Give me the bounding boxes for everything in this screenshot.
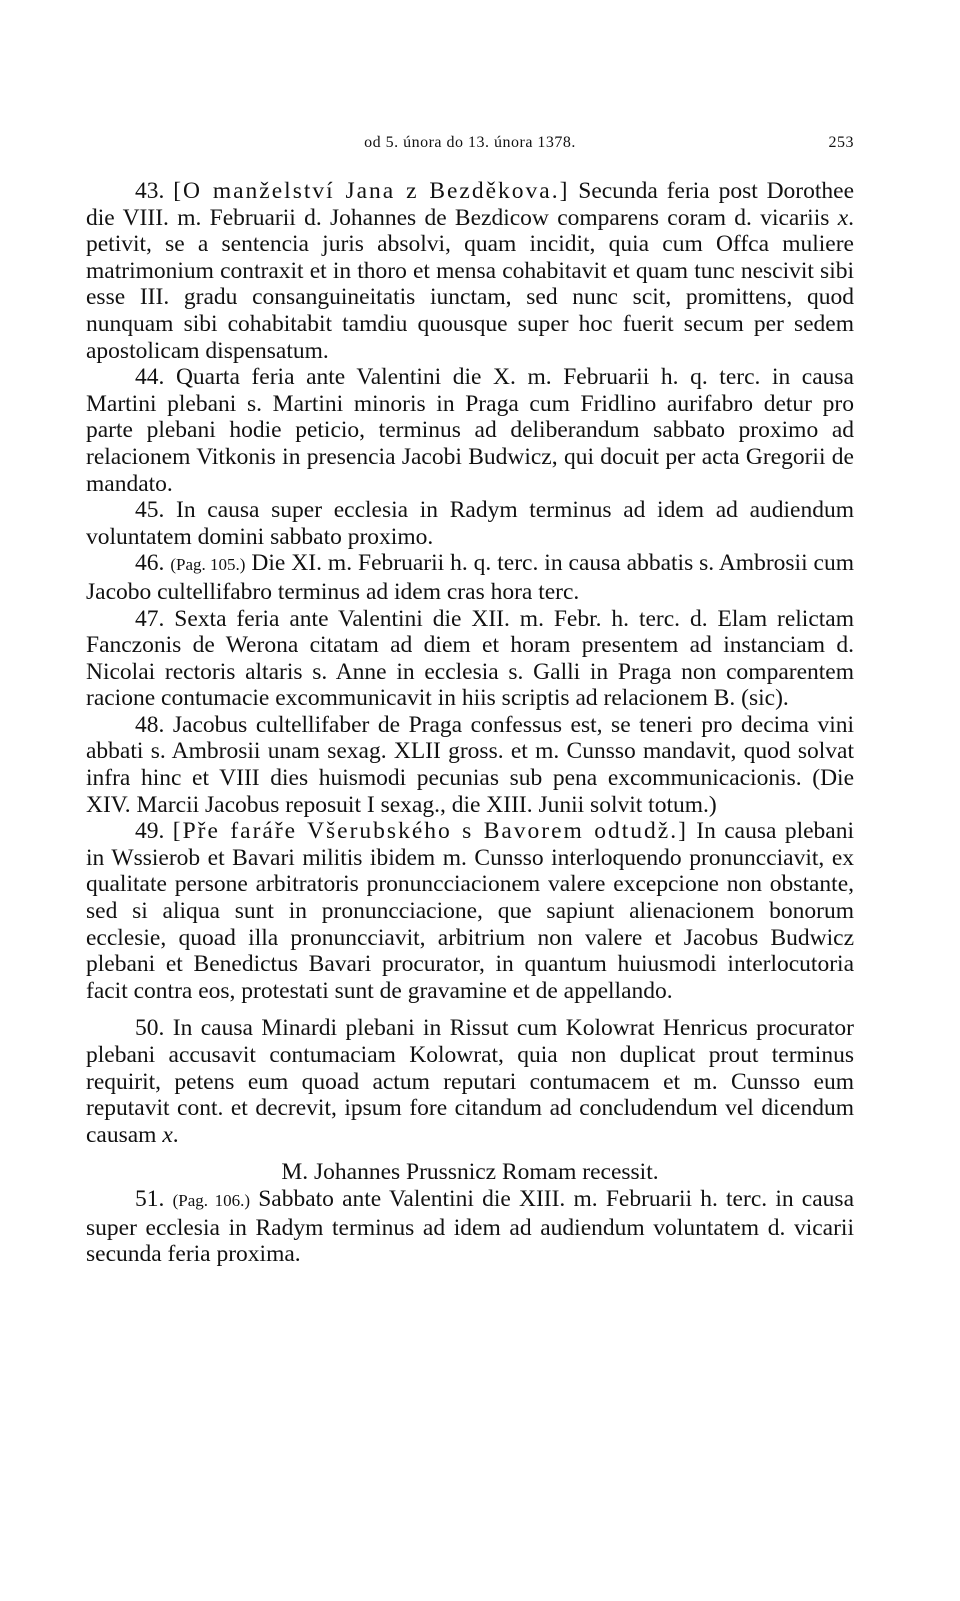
- entry-44: [86, 364, 854, 497]
- entry-45: [86, 497, 854, 550]
- running-title: od 5. února do 13. února 1378.: [364, 134, 576, 151]
- entry-text: Quarta feria ante Valentini die X. m. Februarii h. q. terc. in causa Martini plebani s. Martini minoris in Praga cum Fridlino aurifabro detur pro parte plebani hodie peticio, terminus ad deliberandum sabbato proximo ad relacionem Vitkonis in presencia Jacobi Budwicz, qui docuit per acta Gregorii de mandato.: [86, 364, 854, 497]
- entry-number: 44.: [135, 364, 165, 391]
- centered-note: M. Johannes Prussnicz Romam recessit.: [281, 1159, 659, 1186]
- entry-text: .: [172, 1121, 179, 1148]
- entry-number: 51.: [135, 1185, 165, 1212]
- entry-49: [86, 818, 854, 1004]
- abbreviation-symbol: x: [162, 1121, 173, 1148]
- page-reference: (Pag. 106.): [172, 1190, 250, 1210]
- entry-text: Die XI. m. Februarii h. q. terc. in causa abbatis s. Ambrosii cum Jacobo cultellifabro terminus ad idem cras hora terc.: [86, 550, 855, 605]
- entry-text: In causa plebani in Wssierob et Bavari militis ibidem m. Cunsso interloquendo pronuncciavit, ex qualitate persone arbitratoris pronuncciacionem valere excepcione non obstante, sed si aliqua sunt in pronuncciacione, que sapiunt alienacionem bonorum ecclesie, quoad illa pronuncciavit, arbitrium non valere et Jacobus Budwicz plebani et Benedictus Bavari procurator, in quantum huiusmodi interlocutoria facit contra eos, protestati sunt de gravamine et de appellando.: [86, 818, 855, 1004]
- entry-text: Jacobus cultellifaber de Praga confessus est, se teneri pro decima vini abbati s. Ambrosii unam sexag. XLII gross. et m. Cunsso mandavit, quod solvat infra hinc et VIII dies huismodi pecunias sub pena excommunicacionis. (Die XIV. Marcii Jacobus reposuit I sexag., die XIII. Junii solvit totum.): [86, 711, 854, 818]
- abbreviation-symbol: x: [837, 204, 849, 231]
- entry-text: In causa Minardi plebani in Rissut cum Kolowrat Henricus procurator plebani accusavit contumaciam Kolowrat, quia non duplicat prout terminus requirit, petens eum quoad actum reputari contumacem et m. Cunsso eum reputavit cont. et decrevit, ipsum fore citandum ad concludendum vel dicendum causam: [86, 1015, 854, 1148]
- entry-43: [86, 178, 854, 364]
- entry-text: Secunda feria post Dorothee die VIII. m. Februarii d. Johannes de Bezdicow comparens coram d. vicariis: [86, 178, 855, 231]
- entry-number: 46.: [135, 550, 165, 577]
- entry-50: [86, 1015, 854, 1148]
- entry-47: [86, 606, 854, 712]
- entry-number: 43.: [135, 178, 165, 204]
- entry-title: [Pře faráře Všerubského s Bavorem odtudž.]: [172, 818, 688, 845]
- page-number: 253: [828, 134, 854, 151]
- entry-title: [O manželství Jana z Bezděkova.]: [173, 178, 570, 204]
- entry-number: 45.: [135, 497, 165, 524]
- entry-46: [86, 550, 854, 605]
- running-header: [86, 128, 854, 158]
- entry-number: 50.: [135, 1015, 165, 1042]
- entry-text: . petivit, se a sentencia juris absolvi, quam incidit, quia cum Offca muliere matrimonium contraxit et in thoro et mensa cohabitavit et quam tunc nescivit sibi esse III. gradu consanguineitatis iunctam, sed nunc scit, promittens, quod nunquam sibi cohabitabit tamdiu quousque super hoc fuerit secum per sedem apostolicam dispensatum.: [86, 204, 854, 364]
- entry-number: 49.: [135, 818, 165, 845]
- entry-number: 48.: [135, 711, 165, 738]
- document-body: [86, 178, 854, 1268]
- entry-text: Sabbato ante Valentini die XIII. m. Februarii h. terc. in causa super ecclesia in Radym terminus ad idem ad audiendum voluntatem d. vicarii secunda feria proxima.: [86, 1185, 854, 1268]
- entry-51: [86, 1186, 854, 1268]
- entry-48: [86, 712, 854, 818]
- document-page: [86, 128, 854, 1268]
- entry-number: 47.: [135, 605, 165, 632]
- entry-text: Sexta feria ante Valentini die XII. m. Febr. h. terc. d. Elam relictam Fanczonis de Werona citatam ad diem et horam presentem ad instanciam d. Nicolai rectoris altaris s. Anne in ecclesia s. Galli in Praga non comparentem racione contumacie excommunicavit in hiis scriptis ad relacionem B. (sic).: [86, 605, 854, 712]
- entry-text: In causa super ecclesia in Radym terminus ad idem ad audiendum voluntatem domini sabbato proximo.: [86, 497, 854, 550]
- page-reference: (Pag. 105.): [170, 555, 246, 575]
